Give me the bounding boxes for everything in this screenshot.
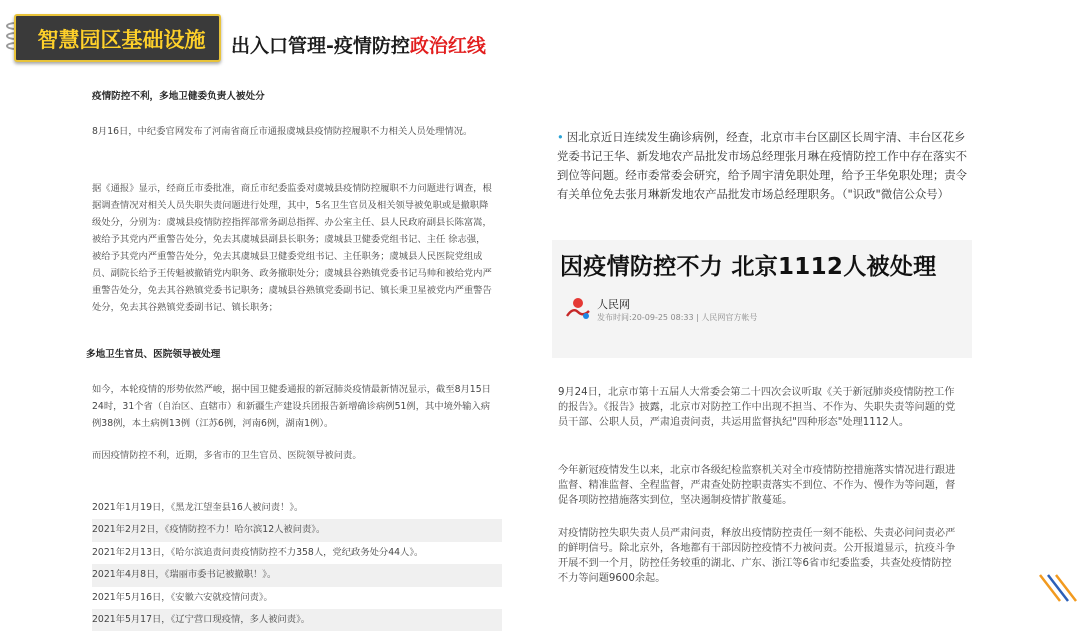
section-badge: 智慧园区基础设施 (14, 14, 221, 62)
news-meta: 发布时间:20-09-25 08:33 | 人民网官方帐号 (597, 313, 758, 322)
page-title-highlight: 政治红线 (409, 35, 486, 57)
left-article-p2: 据《通报》显示，经商丘市委批准，商丘市纪委监委对虞城县疫情防控履职不力问题进行调查，根据调查情况对相关人员失职失责问题进行处理，其中，5名卫生官员及相关领导被免职或是撤职降级处分，分别为：虞城县疫情防控指挥部常务副总指挥、办公室主任、县人民政府副县长陈富嵩，被给予其党内严重警告处分，免去其虞城县副县长职务；虞城县卫健委党组书记、主任 徐志强，被给予其党内严重警告处分，免去其虞城县卫健委党组书记、主任职务；虞城县人民医院党组成员、副院长给予王传魁被撤销党内职务、政务撤职处分；虞城县谷熟镇党委书记马帅和被给党内严重警告处分，免去其谷熟镇党委书记职务；虞城县谷熟镇党委副书记、镇长秉卫星被党内严重警告处分，免去其谷熟镇党委副书记、镇长职务； (92, 183, 492, 313)
right-article-p1: 9月24日，北京市第十五届人大常委会第二十四次会议听取《关于新冠肺炎疫情防控工作的报告》。《报告》披露，北京市对防控工作中出现不担当、不作为、失职失责等问题的党员干部、公职人员，严肃追责问责，共运用监督执纪"四种形态"处理1112人。 (558, 387, 956, 428)
right-article-p3: 对疫情防控失职失责人员严肃问责，释放出疫情防控责任一刻不能松、失责必问问责必严的鲜明信号。除北京外，各地都有干部因防控疫情不力被问责。公开报道显示，抗疫斗争开展不到一个月，防控任务较重的湖北、广东、浙江等6省市纪委监委，共查处疫情防控不力等问题9600余起。 (558, 528, 956, 584)
left-article-p1: 8月16日，中纪委官网发布了河南省商丘市通报虞城县疫情防控履职不力相关人员处理情况。 (92, 126, 473, 137)
bullet-dot-icon: • (557, 130, 564, 144)
peoples-daily-logo-icon (565, 294, 591, 320)
page-title (231, 31, 486, 58)
beijing-bullet-paragraph (557, 128, 975, 204)
case-item: 2021年5月16日，《安徽六安就疫情问责》。 (92, 591, 273, 603)
case-item: 2021年4月8日，《瑞丽市委书记被撤职！》。 (92, 564, 502, 586)
left-article (82, 76, 502, 625)
page-title-main: 出入口管理-疫情防控 (231, 35, 410, 57)
case-item: 2021年2月13日，《哈尔滨追责问责疫情防控不力358人，党纪政务处分44人》。 (92, 546, 424, 558)
left-article-p4: 而因疫情防控不利，近期，多省市的卫生官员、医院领导被问责。 (92, 450, 362, 461)
left-article-subheading: 多地卫生官员、医院领导被处理 (86, 349, 221, 360)
case-item: 2021年5月17日，《辽宁营口现疫情，多人被问责》。 (92, 609, 502, 631)
right-article-p2: 今年新冠疫情发生以来，北京市各级纪检监察机关对全市疫情防控措施落实情况进行跟进监督、精准监督、全程监督，严肃查处防控职责落实不到位、不作为、慢作为等问题，督促各项防控措施落实到位，坚决遏制疫情扩散蔓延。 (558, 465, 956, 506)
beijing-bullet-text: 因北京近日连续发生确诊病例，经查，北京市丰台区副区长周宇清、丰台区花乡党委书记王华、新发地农产品批发市场总经理张月琳在疫情防控工作中存在落实不到位等问题。经市委常委会研究，给予周宇清免职处理，给予王华免职处理；责令有关单位免去张月琳新发地农产品批发市场总经理职务。（"识政"微信公众号） (557, 130, 968, 201)
corner-stripes-icon (1036, 571, 1076, 605)
left-article-title: 疫情防控不利，多地卫健委负责人被处分 (92, 91, 265, 102)
left-article-p3: 如今，本轮疫情的形势依然严峻，据中国卫健委通报的新冠肺炎疫情最新情况显示，截至8月15日24时，31个省（自治区、直辖市）和新疆生产建设兵团报告新增确诊病例51例，其中境外输入病例38例，本土病例13例（江苏6例，河南6例，湖南1例）。 (92, 384, 491, 429)
news-card (552, 240, 972, 358)
news-headline: 因疫情防控不力 北京1112人被处理 (560, 254, 937, 280)
case-list (92, 497, 502, 631)
case-item: 2021年2月2日，《疫情防控不力！哈尔滨12人被问责》。 (92, 519, 502, 541)
news-source: 人民网 (597, 298, 630, 311)
case-item: 2021年1月19日，《黑龙江望奎县16人被问责！》。 (92, 502, 304, 513)
